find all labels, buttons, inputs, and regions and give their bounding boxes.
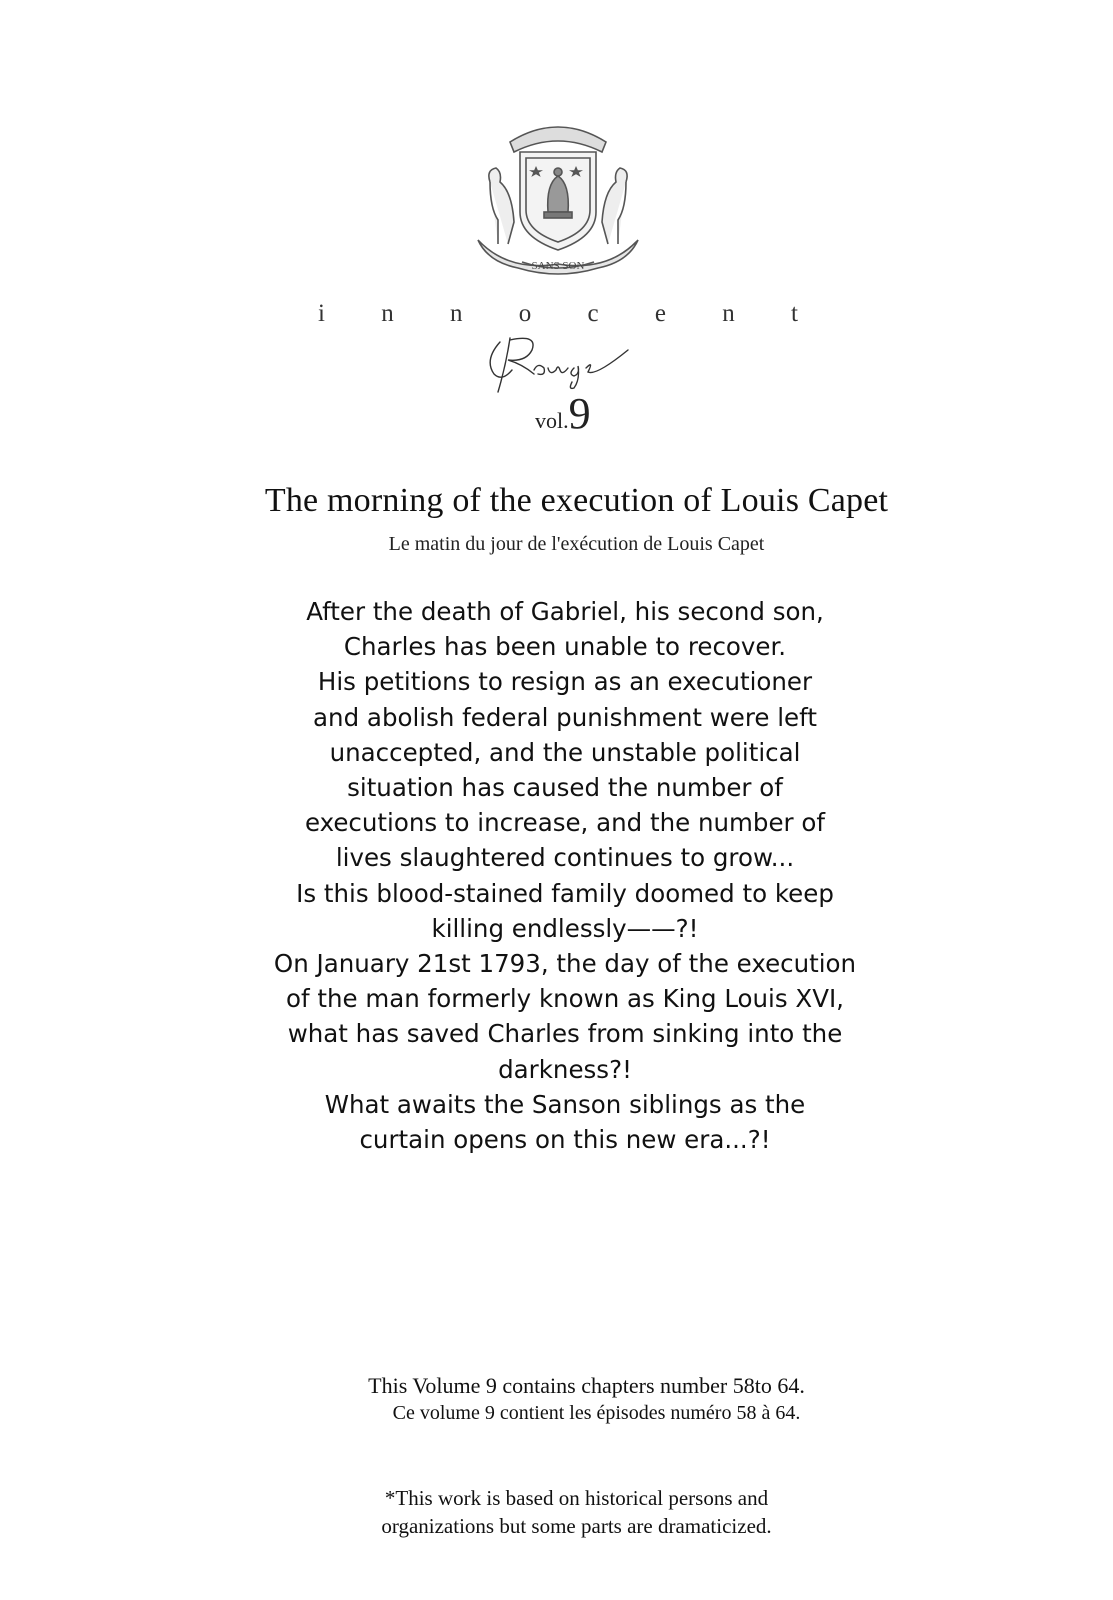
chapter-title-english: The morning of the execution of Louis Capet	[264, 482, 889, 519]
disclaimer-line-1: *This work is based on historical persons and	[384, 1486, 769, 1510]
synopsis-line: On January 21st 1793, the day of the execution	[273, 949, 857, 979]
synopsis-line: and abolish federal punishment were left	[313, 702, 817, 732]
synopsis-line: of the man formerly known as King Louis XVI,	[286, 984, 844, 1014]
disclaimer-line-2: organizations but some parts are dramaticized.	[381, 1514, 772, 1538]
series-title-letter: n	[449, 300, 463, 327]
chapters-note-french: Ce volume 9 contient les épisodes numéro 58 à 64.	[392, 1402, 801, 1424]
crest-motto: SANS SON	[531, 260, 585, 272]
series-title-letter: t	[791, 300, 798, 327]
synopsis-line: After the death of Gabriel, his second son,	[306, 597, 824, 626]
series-title-letter: o	[518, 300, 532, 327]
volume-label	[535, 388, 591, 439]
series-title-letter: c	[587, 300, 599, 327]
series-title-letter: n	[722, 300, 735, 327]
chapters-note-english: This Volume 9 contains chapters number 58to 64.	[368, 1373, 805, 1398]
synopsis-line: darkness?!	[498, 1054, 632, 1084]
synopsis-line: What awaits the Sanson siblings as the	[324, 1089, 806, 1119]
synopsis-line: executions to increase, and the number of	[304, 808, 826, 838]
chapter-title-french: Le matin du jour de l'exécution de Louis Capet	[388, 533, 765, 555]
synopsis-line: His petitions to resign as an executioner	[317, 667, 813, 697]
synopsis-line: curtain opens on this new era...?!	[359, 1125, 771, 1155]
volume-prefix: vol.	[535, 408, 569, 433]
series-title-letter: i	[318, 300, 325, 327]
synopsis-line: unaccepted, and the unstable political	[329, 737, 801, 767]
sanson-crest-logo	[468, 112, 648, 282]
series-title-letter: n	[381, 300, 394, 327]
synopsis-line: Charles has been unable to recover.	[343, 632, 787, 662]
series-title-innocent	[318, 300, 798, 328]
synopsis-line: killing endlessly——?!	[431, 913, 699, 943]
synopsis-line: what has saved Charles from sinking into the	[287, 1019, 843, 1049]
synopsis-line: Is this blood-stained family doomed to keep	[296, 878, 834, 908]
synopsis-text	[250, 594, 880, 1157]
synopsis-line: lives slaughtered continues to grow...	[335, 843, 795, 873]
volume-number: 9	[568, 389, 591, 438]
series-title-letter: e	[654, 300, 666, 327]
synopsis-line: situation has caused the number of	[347, 773, 783, 803]
